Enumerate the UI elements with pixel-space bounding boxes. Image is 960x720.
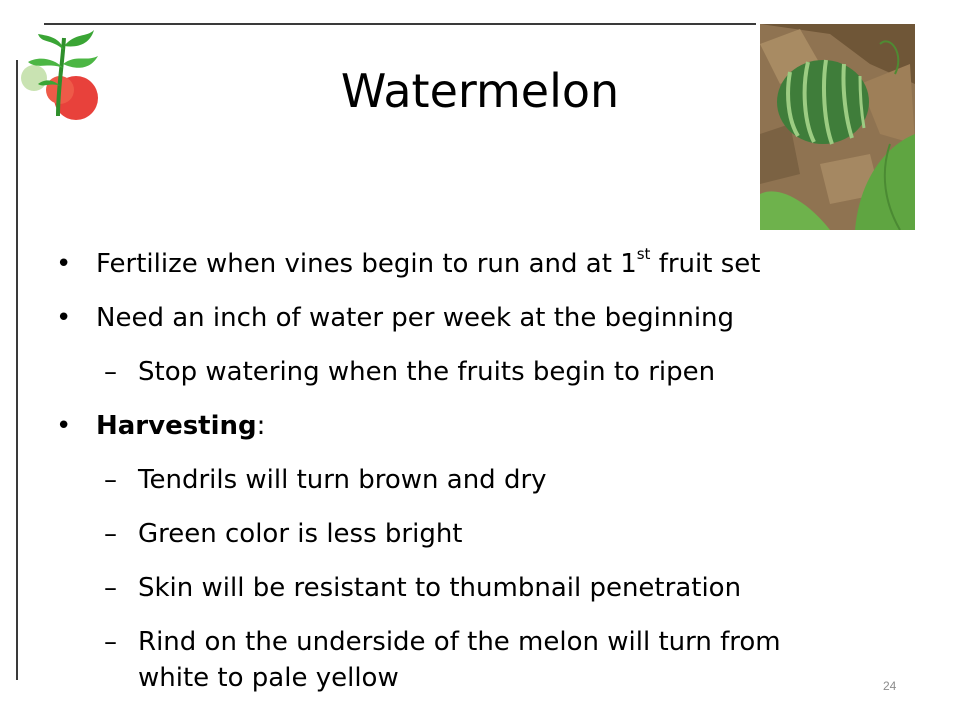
sub-bullet-text: Green color is less bright <box>138 519 463 549</box>
sub-bullet-item-continued <box>56 660 916 696</box>
bullet-marker: • <box>56 249 72 279</box>
sub-bullet-text: Skin will be resistant to thumbnail penetration <box>138 573 742 603</box>
bullet-item <box>56 300 916 336</box>
bullet-item <box>56 408 916 444</box>
tomato-plant-logo-icon <box>20 28 104 122</box>
sub-bullet-item <box>56 462 916 498</box>
top-rule <box>44 23 756 25</box>
sub-bullet-text-line1: Rind on the underside of the melon will turn from <box>138 627 781 657</box>
page-number: 24 <box>883 679 897 693</box>
sub-bullet-marker: – <box>104 573 117 603</box>
watermelon-photo <box>760 24 915 230</box>
slide-title: Watermelon <box>340 64 620 118</box>
bullet-marker: • <box>56 411 72 441</box>
sub-bullet-item <box>56 570 916 606</box>
sub-bullet-marker: – <box>104 465 117 495</box>
sub-bullet-text: Tendrils will turn brown and dry <box>138 465 547 495</box>
bullet-text-pre: Fertilize when vines begin to run and at 1 <box>96 249 637 279</box>
bullet-superscript: st <box>636 245 651 264</box>
sub-bullet-text: Stop watering when the fruits begin to ripen <box>138 357 716 387</box>
sub-bullet-text-line2: white to pale yellow <box>138 663 399 693</box>
bullet-item <box>56 246 916 282</box>
sub-bullet-item <box>56 516 916 552</box>
sub-bullet-marker: – <box>104 519 117 549</box>
left-rule <box>16 60 18 680</box>
bullet-text: Need an inch of water per week at the beginning <box>96 303 735 333</box>
bullet-marker: • <box>56 303 72 333</box>
bullet-text-post: fruit set <box>650 249 761 279</box>
bullet-text-post: : <box>256 411 266 441</box>
bullet-bold-text: Harvesting <box>96 411 257 441</box>
sub-bullet-item <box>56 354 916 390</box>
sub-bullet-item <box>56 624 916 660</box>
sub-bullet-marker: – <box>104 357 117 387</box>
sub-bullet-marker: – <box>104 627 117 657</box>
